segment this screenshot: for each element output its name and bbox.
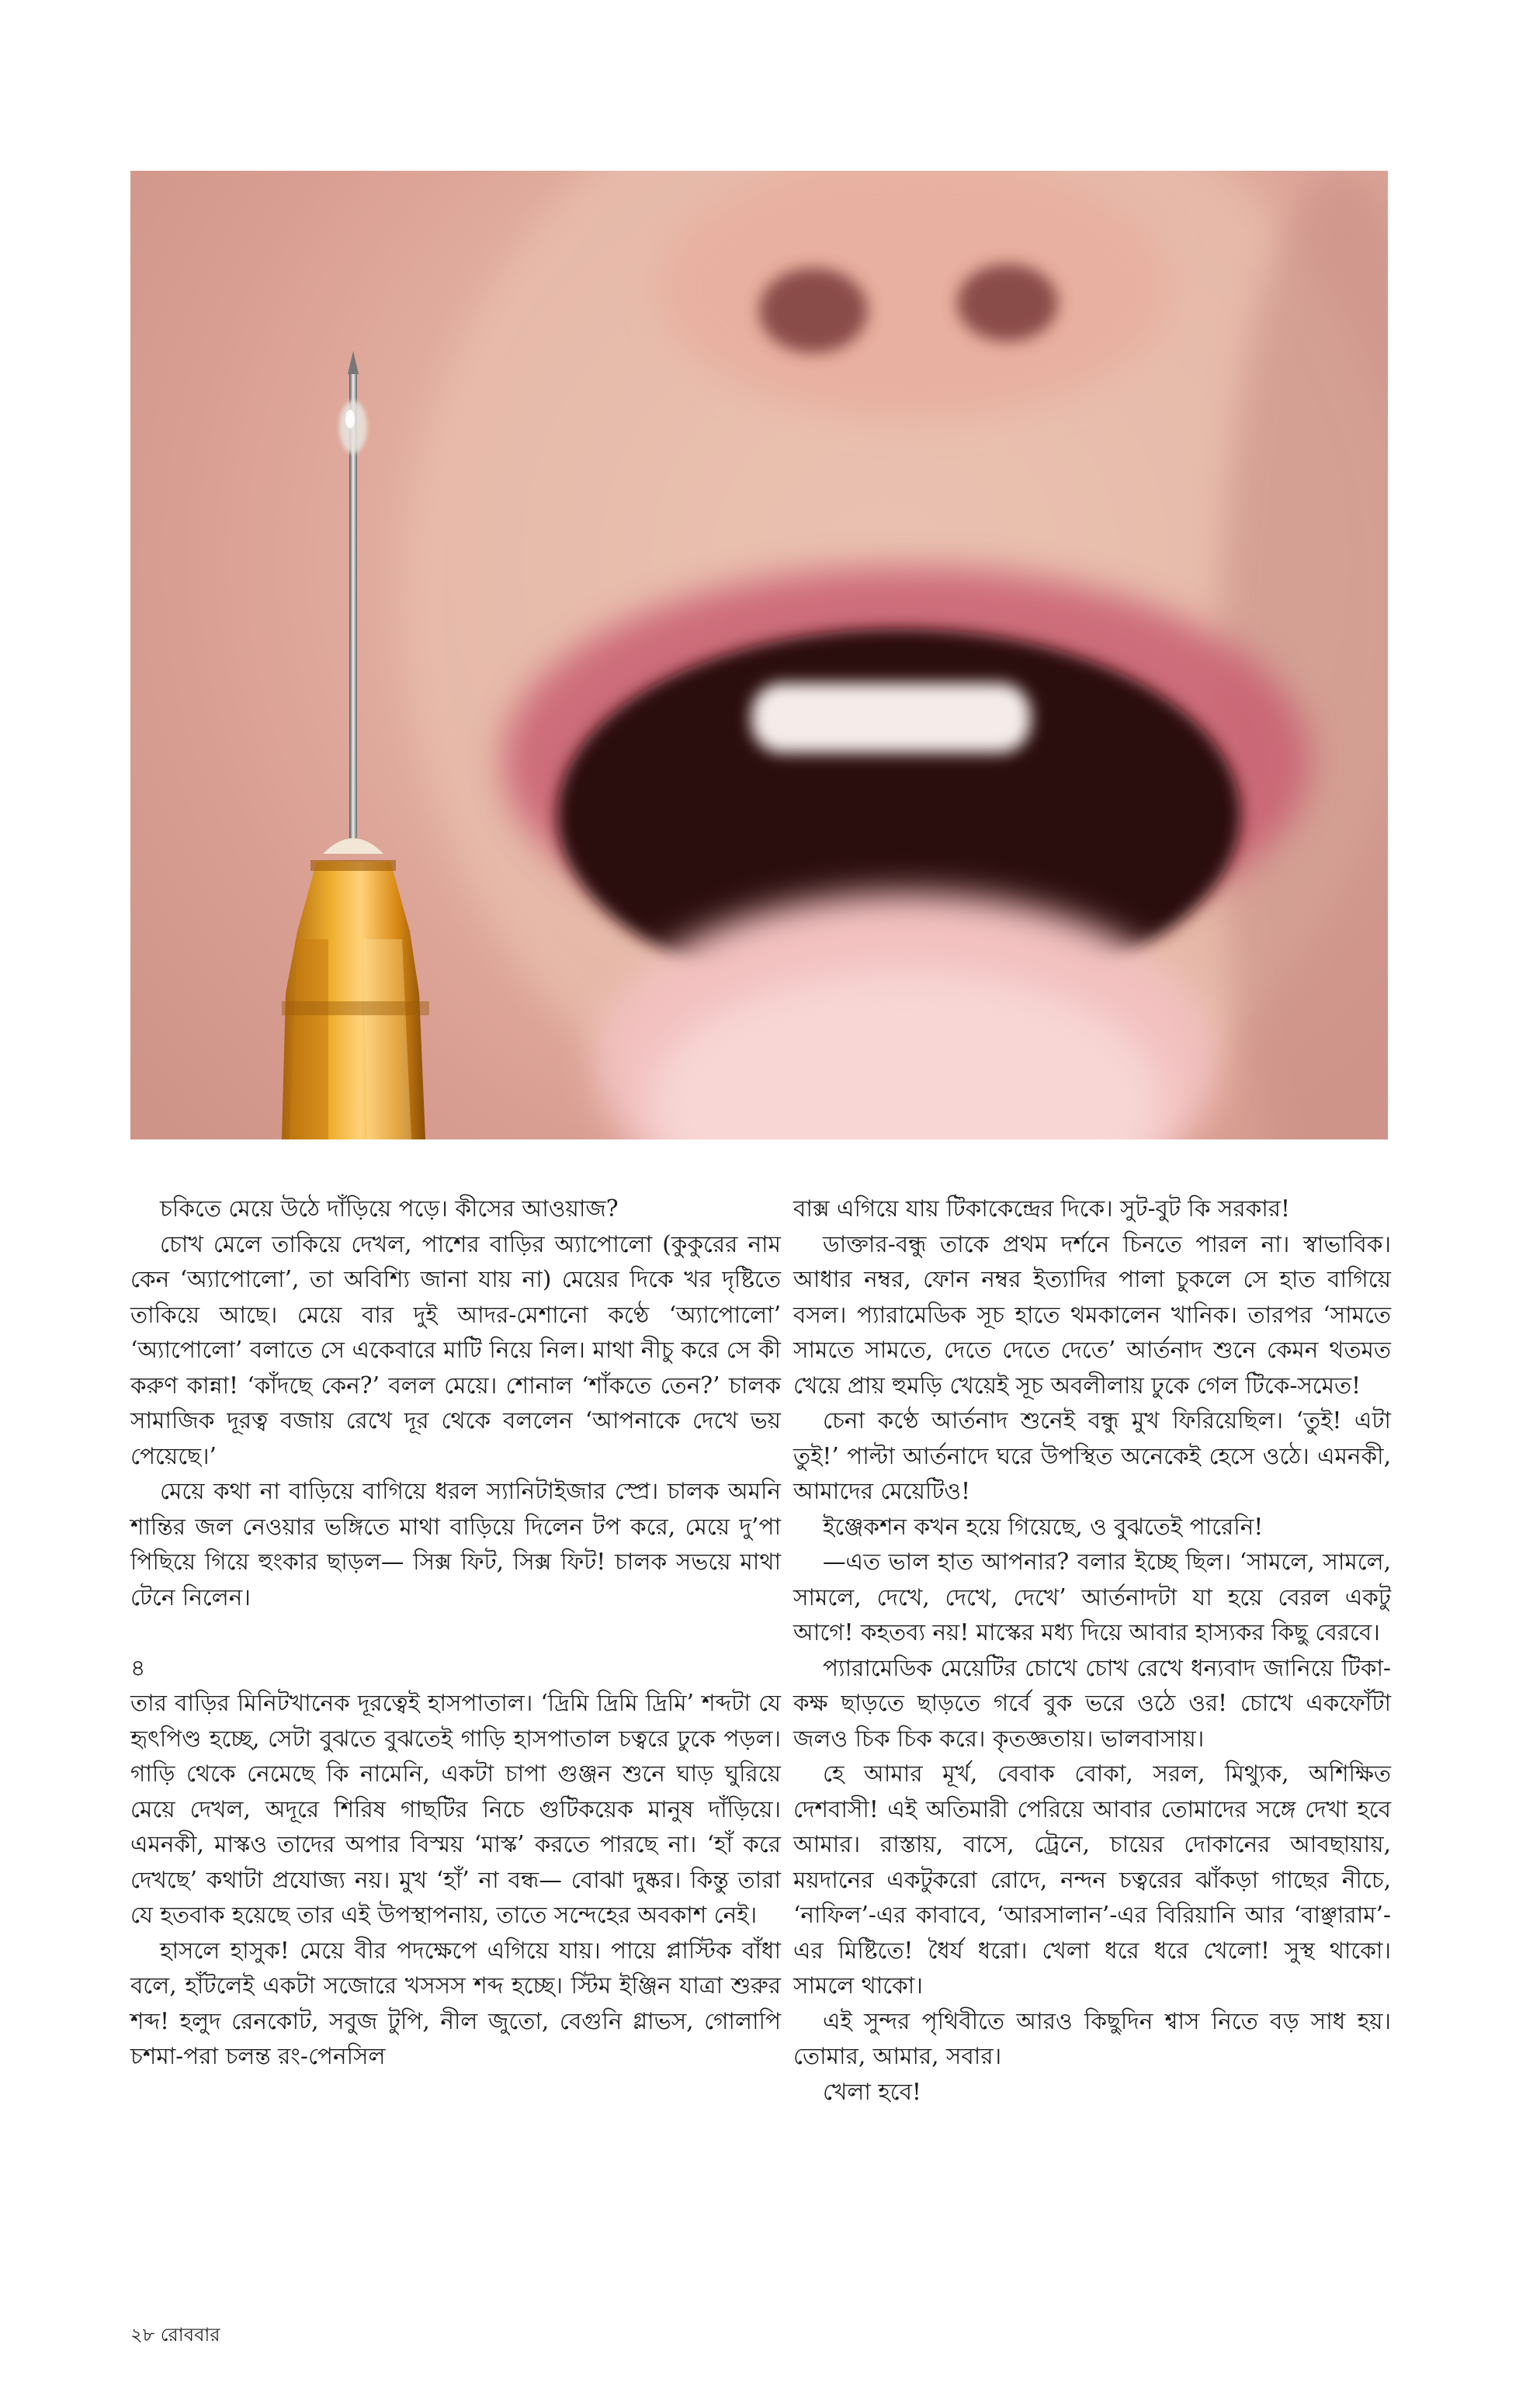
paragraph: চেনা কণ্ঠে আর্তনাদ শুনেই বন্ধু মুখ ফিরিয়েছিল। ‘তুই! এটা তুই!’ পাল্টা আর্তনাদে ঘরে উপস্থিত অনেকেই হেসে ওঠে। এমনকী, আমাদের মেয়েটিও! <box>793 1407 1391 1504</box>
paragraph: চকিতে মেয়ে উঠে দাঁড়িয়ে পড়ে। কীসের আওয়াজ? <box>160 1195 619 1222</box>
paragraph: এই সুন্দর পৃথিবীতে আরও কিছুদিন শ্বাস নিতে বড় সাধ হয়। তোমার, আমার, সবার। <box>793 2007 1391 2069</box>
paragraph: হাসলে হাসুক! মেয়ে বীর পদক্ষেপে এগিয়ে যায়। পায়ে প্লাস্টিক বাঁধা বলে, হাঁটলেই একটা সজোরে খসসস শব্দ হচ্ছে। স্টিম ইঞ্জিন যাত্রা শুরুর শব্দ! হলুদ রেনকোট, সবুজ টুপি, নীল জুতো, বেগুনি গ্লাভস, গোলাপি চশমা-পরা চলন্ত রং-পেনসিল <box>130 1937 781 2069</box>
page-number: ২৮ রোববার <box>130 2324 220 2346</box>
paragraph: হে আমার মূর্খ, বেবাক বোকা, সরল, মিথ্যুক, অশিক্ষিত দেশবাসী! এই অতিমারী পেরিয়ে আবার তোমাদের সঙ্গে দেখা হবে আমার। রাস্তায়, বাসে, ট্রেনে, চায়ের দোকানের আবছায়ায়, ময়দানের একটুকরো রোদে, নন্দন চত্বরের ঝাঁকড়া গাছের নীচে, ‘নাফিল’-এর কাবাবে, ‘আরসালান’-এর বিরিয়ানি আর ‘বাঞ্ছারাম’-এর মিষ্টিতে! ধৈর্য ধরো। খেলা ধরে ধরে খেলো! সুস্থ থাকো। সামলে থাকো। <box>793 1760 1391 1999</box>
syringe-mouth-photo <box>130 171 1388 1139</box>
paragraph: খেলা হবে! <box>823 2078 921 2105</box>
paragraph: তার বাড়ির মিনিটখানেক দূরত্বেই হাসপাতাল। ‘দ্রিমি দ্রিমি দ্রিমি’ শব্দটা যে হৃৎপিণ্ড হচ্ছে, সেটা বুঝতে বুঝতেই গাড়ি হাসপাতাল চত্বরে ঢুকে পড়ল। গাড়ি থেকে নেমেছে কি নামেনি, একটা চাপা গুঞ্জন শুনে ঘাড় ঘুরিয়ে মেয়ে দেখল, অদূরে শিরিষ গাছটির নিচে গুটিকয়েক মানুষ দাঁড়িয়ে। এমনকী, মাস্কও তাদের অপার বিস্ময় ‘মাস্ক’ করতে পারছে না। ‘হাঁ করে দেখছে’ কথাটা প্রযোজ্য নয়। মুখ ‘হাঁ’ না বন্ধ— বোঝা দুষ্কর। কিন্তু তারা যে হতবাক হয়েছে তার এই উপস্থাপনায়, তাতে সন্দেহের অবকাশ নেই। <box>130 1690 781 1928</box>
paragraph: প্যারামেডিক মেয়েটির চোখে চোখ রেখে ধন্যবাদ জানিয়ে টিকা-কক্ষ ছাড়তে ছাড়তে গর্বে বুক ভরে ওঠে ওর! চোখে একফোঁটা জলও চিক চিক করে। কৃতজ্ঞতায়। ভালবাসায়। <box>793 1654 1391 1752</box>
paragraph: বাক্স এগিয়ে যায় টিকাকেন্দ্রের দিকে। সুট-বুট কি সরকার! <box>793 1195 1290 1222</box>
paragraph: —এত ভাল হাত আপনার? বলার ইচ্ছে ছিল। ‘সামলে, সামলে, সামলে, দেখে, দেখে, দেখে’ আর্তনাদটা যা হয়ে বেরল একটু আগে! কহতব্য নয়! মাস্কের মধ্য দিয়ে আবার হাস্যকর কিছু বেরবে। <box>793 1549 1391 1646</box>
paragraph: চোখ মেলে তাকিয়ে দেখল, পাশের বাড়ির অ্যাপোলো (কুকুরের নাম কেন ‘অ্যাপোলো’, তা অবিশ্যি জানা যায় না) মেয়ের দিকে খর দৃষ্টিতে তাকিয়ে আছে। মেয়ে বার দুই আদর-মেশানো কণ্ঠে ‘অ্যাপোলো’ ‘অ্যাপোলো’ বলাতে সে একেবারে মাটি নিয়ে নিল। মাথা নীচু করে সে কী করুণ কান্না! ‘কাঁদছে কেন?’ বলল মেয়ে। শোনাল ‘শাঁকতে তেন?’ চালক সামাজিক দূরত্ব বজায় রেখে দূর থেকে বললেন ‘আপনাকে দেখে ভয় পেয়েছে।’ <box>130 1230 781 1469</box>
left-text-column <box>130 1191 781 2075</box>
blank-line <box>130 1615 781 1651</box>
paragraph: ইঞ্জেকশন কখন হয়ে গিয়েছে, ও বুঝতেই পারেনি! <box>823 1513 1264 1540</box>
section-number: ৪ <box>130 1654 146 1682</box>
paragraph: মেয়ে কথা না বাড়িয়ে বাগিয়ে ধরল স্যানিটাইজার স্প্রে। চালক অমনি শান্তির জল নেওয়ার ভঙ্গিতে মাথা বাড়িয়ে দিলেন টপ করে, মেয়ে দু’পা পিছিয়ে গিয়ে হুংকার ছাড়ল— সিক্স ফিট, সিক্স ফিট! চালক সভয়ে মাথা টেনে নিলেন। <box>130 1478 781 1611</box>
paragraph: ডাক্তার-বন্ধু তাকে প্রথম দর্শনে চিনতে পারল না। স্বাভাবিক। আধার নম্বর, ফোন নম্বর ইত্যাদির পালা চুকলে সে হাত বাগিয়ে বসল। প্যারামেডিক সূচ হাতে থমকালেন খানিক। তারপর ‘সামতে সামতে সামতে, দেতে দেতে দেতে’ আর্তনাদ শুনে কেমন থতমত খেয়ে প্রায় হুমড়ি খেয়েই সূচ অবলীলায় ঢুকে গেল টিকে-সমেত! <box>793 1230 1391 1399</box>
right-text-column <box>793 1191 1391 2110</box>
